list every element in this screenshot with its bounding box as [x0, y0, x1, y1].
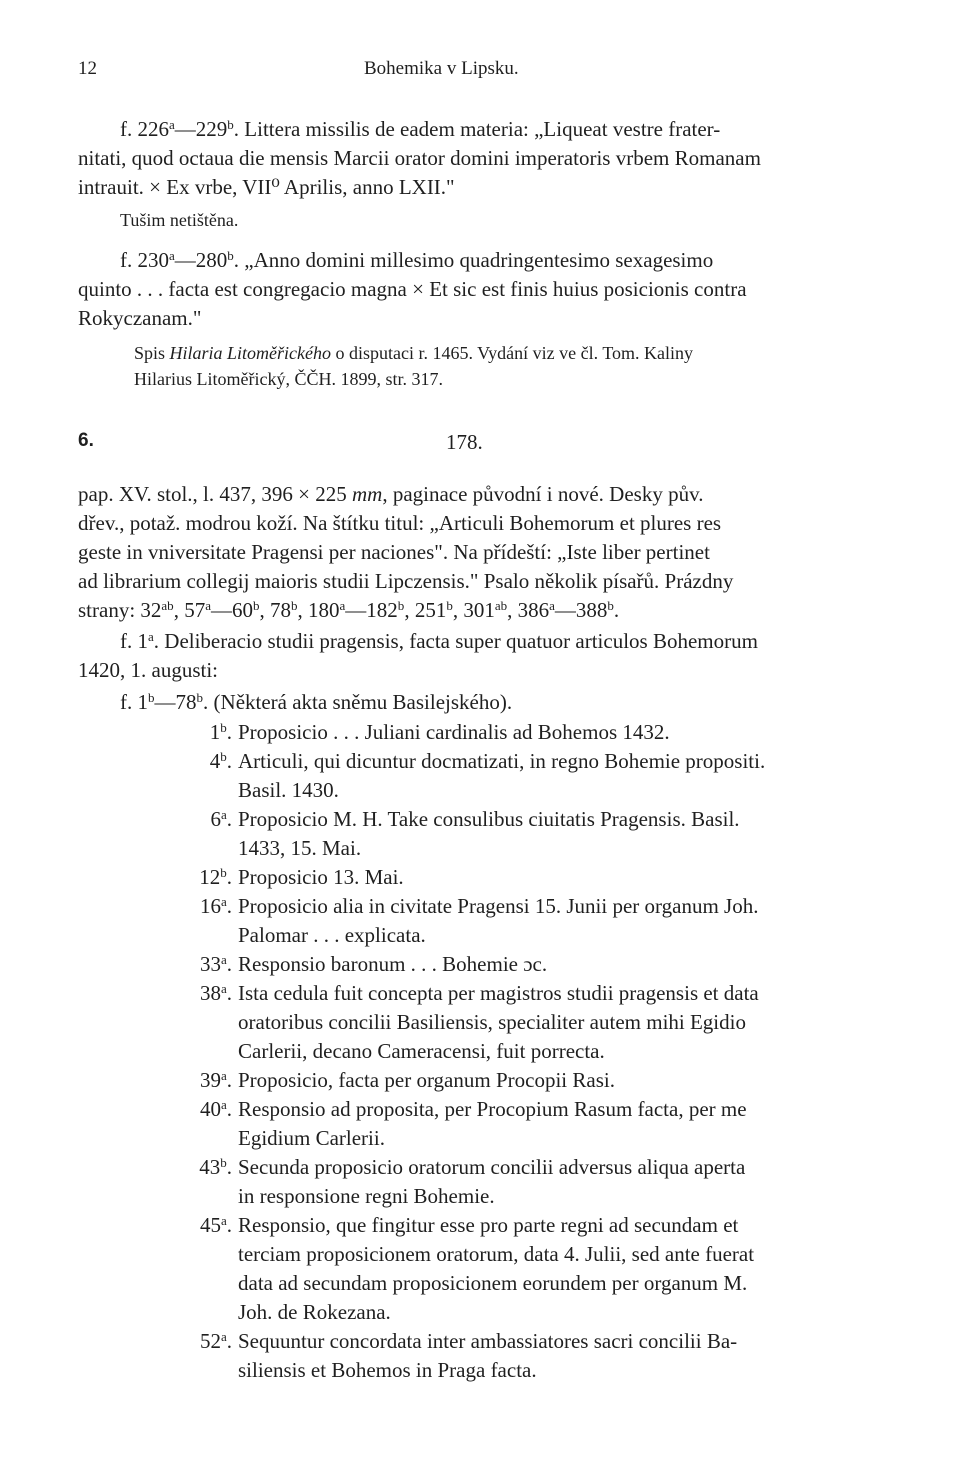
f1b-heading: f. 1$^b$—78$^b$. (Některá akta sněmu Basilejského).: [120, 689, 513, 714]
description-line5: strany: $32^{ab}$, 57$^a$—60$^b$, 78$^b$, 180$^a$—182$^b$, 251$^b$, $301^{ab}$, 386$^a$—388$^b$.: [78, 597, 620, 622]
item-label: 39$^a$.: [199, 1067, 232, 1092]
item-label: 40$^a$.: [199, 1096, 232, 1121]
item-label: 6$^a$.: [210, 806, 232, 831]
item-label: 43$^b$.: [199, 1154, 232, 1179]
description-line3: geste in vniversitate Pragensi per naciones". Na přídeští: „Iste liber pertinet: [78, 540, 710, 564]
item-number: 178.: [446, 430, 483, 454]
entry-226-line3: intrauit. × Ex vrbe, VII⁰ Aprilis, anno LXII.": [78, 175, 455, 199]
entry-226-line1: f. 226$^a$—229$^b$. Littera missilis de eadem materia: „Liqueat vestre frater-: [120, 116, 721, 141]
item-text: Responsio ad proposita, per Procopium Rasum facta, per me Egidium Carlerii.: [238, 1097, 747, 1150]
description-line4: ad librarium collegij maioris studii Lipczensis." Psalo několik písařů. Prázdny: [78, 569, 734, 593]
description-line1: pap. XV. stol., l. 437, 396 × 225 mm, paginace původní i nové. Desky pův.: [78, 482, 704, 506]
item-text: Proposicio . . . Juliani cardinalis ad Bohemos 1432.: [238, 720, 670, 744]
description-line2: dřev., potaž. modrou koží. Na štítku titul: „Articuli Bohemorum et plures res: [78, 511, 722, 535]
item-text: Responsio, que fingitur esse pro parte regni ad secundam et terciam proposicionem oratorum, data 4. Julii, sed ante fuerat data ad secundam proposicionem eorundem per organum M. Joh. de Rokezana.: [238, 1213, 755, 1324]
item-label: 16$^a$.: [199, 893, 232, 918]
entry-230-line1: f. 230$^a$—280$^b$. „Anno domini millesimo quadringentesimo sexagesimo: [120, 247, 714, 272]
item-text: Articuli, qui dicuntur docmatizati, in regno Bohemie propositi. Basil. 1430.: [238, 749, 766, 802]
item-text: Proposicio, facta per organum Procopii Rasi.: [238, 1068, 615, 1092]
section-number: 6.: [78, 430, 94, 451]
running-title: Bohemika v Lipsku.: [364, 58, 519, 79]
entry-230-line2: quinto . . . facta est congregacio magna × Et sic est finis huius posicionis contra: [78, 277, 747, 301]
entry-230-line3: Rokyczanam.": [78, 306, 202, 330]
note-hilarius-line2: Hilarius Litoměřický, ČČH. 1899, str. 317.: [134, 369, 443, 389]
f1a-line2: 1420, 1. augusti:: [78, 658, 218, 682]
item-label: 33$^a$.: [199, 951, 232, 976]
entry-226-line2: nitati, quod octaua die mensis Marcii orator domini imperatoris vrbem Romanam: [78, 146, 761, 170]
item-text: Proposicio 13. Mai.: [238, 865, 404, 889]
item-label: 45$^a$.: [199, 1212, 232, 1237]
note-unprinted: Tušim netištěna.: [120, 210, 239, 230]
item-label: 4$^b$.: [209, 748, 232, 773]
item-text: Secunda proposicio oratorum concilii adversus aliqua aperta in responsione regni Bohemie.: [238, 1155, 746, 1208]
note-hilarius-line1: Spis Hilaria Litoměřického o disputaci r. 1465. Vydání viz ve čl. Tom. Kaliny: [134, 343, 694, 363]
f1a-line1: f. 1$^a$. Deliberacio studii pragensis, facta super quatuor articulos Bohemorum: [120, 628, 758, 653]
page-number: 12: [78, 58, 97, 79]
item-label: 38$^a$.: [199, 980, 232, 1005]
item-label: 12$^b$.: [199, 864, 232, 889]
item-text: Ista cedula fuit concepta per magistros studii pragensis et data oratoribus concilii Basiliensis, specialiter autem mihi Egidio Carlerii, decano Cameracensi, fuit porrecta.: [238, 981, 759, 1063]
item-label: 52$^a$.: [199, 1328, 232, 1353]
item-label: 1$^b$.: [209, 719, 232, 744]
item-text: Sequuntur concordata inter ambassiatores sacri concilii Ba- siliensis et Bohemos in Praga facta.: [238, 1329, 738, 1382]
item-text: Proposicio alia in civitate Pragensi 15. Junii per organum Joh. Palomar . . . explicata.: [238, 894, 759, 947]
item-text: Proposicio M. H. Take consulibus ciuitatis Pragensis. Basil. 1433, 15. Mai.: [238, 807, 740, 860]
item-text: Responsio baronum . . . Bohemie ɔc.: [238, 952, 548, 976]
